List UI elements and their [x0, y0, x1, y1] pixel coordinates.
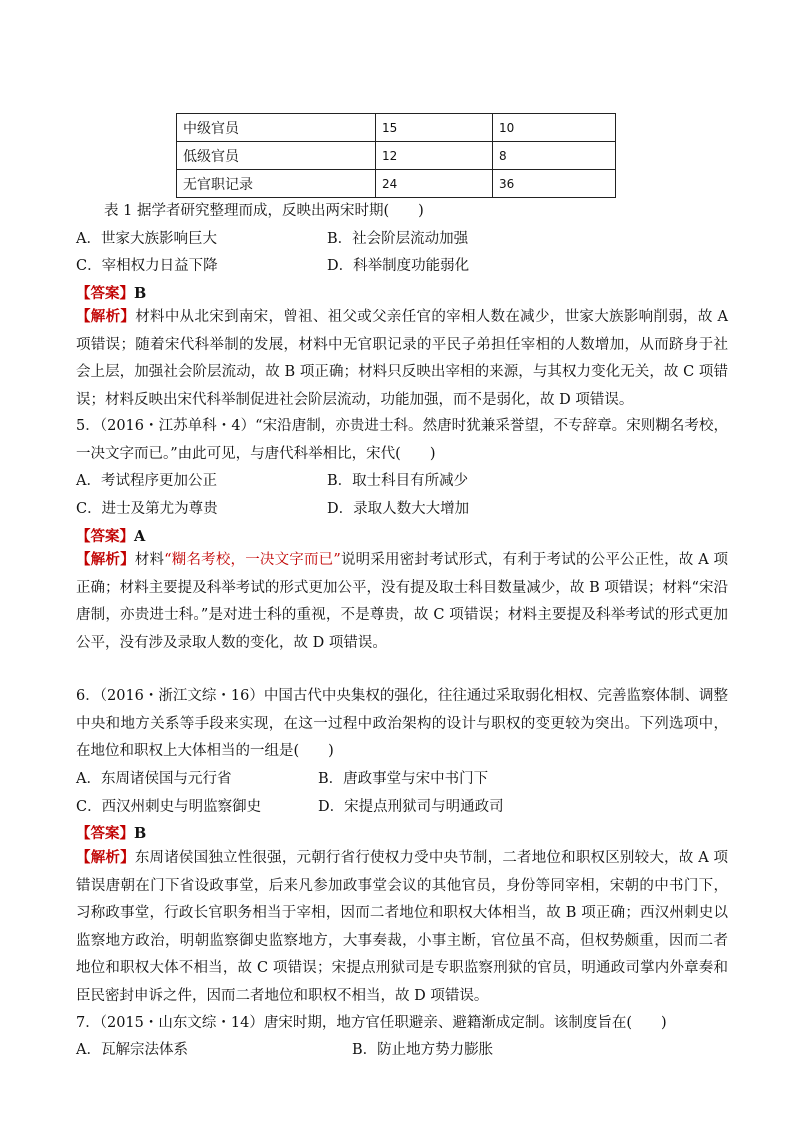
table-row — [177, 170, 616, 198]
answer-label: 【答案】 — [76, 825, 134, 842]
table-cell: 8 — [493, 142, 616, 170]
explanation-prefix: 材料 — [134, 552, 165, 568]
table-cell: 12 — [376, 142, 493, 170]
explanation-quote: “糊名考校，一决文字而已” — [164, 552, 341, 568]
table-cell: 15 — [376, 114, 493, 142]
q6-explanation — [76, 844, 728, 1010]
q4-option-d: D．科举制度功能弱化 — [327, 258, 470, 274]
answer-value: B — [134, 285, 147, 302]
table-cell: 36 — [493, 170, 616, 198]
table-cell: 10 — [493, 114, 616, 142]
q4-option-c: C．宰相权力日益下降 — [76, 258, 218, 274]
q7-option-b: B．防止地方势力膨胀 — [352, 1042, 494, 1058]
explanation-label: 【解析】 — [76, 849, 135, 866]
q5-stem: 5．（2016・江苏单科・4）“宋沿唐制，亦贵进士科。然唐时犹兼采誉望，不专辞章。宋则糊名考校，一决文字而已。”由此可见，与唐代科举相比，宋代( ) — [76, 418, 728, 462]
q6-option-a: A．东周诸侯国与元行省 — [76, 771, 232, 787]
explanation-text: 材料中从北宋到南宋，曾祖、祖父或父亲任官的宰相人数在减少，世家大族影响削弱，故 A 项错误；随着宋代科举制的发展，材料中无官职记录的平民子弟担任宰相的人数增加，从而跻身于社会上层，加强社会阶层流动，故 B 项正确；材料只反映出宰相的来源，与其权力变化无关，故 C 项错误；材料反映出宋代科举制促进社会阶层流动，功能加强，而不是弱化，故 D 项错误。 — [76, 309, 729, 408]
explanation-text: 东周诸侯国独立性很强，元朝行省行使权力受中央节制，二者地位和职权区别较大，故 A 项错误唐朝在门下省设政事堂，后来凡参加政事堂会议的其他官员，身份等同宰相，宋朝的中书门下，习称政事堂，行政长官职务相当于宰相，因而二者地位和职权大体相当，故 B 项正确；西汉州刺史以监察地方政治，明朝监察御史监察地方，大事奏裁，小事主断，官位虽不高，但权势颇重，因而二者地位和职权大体不相当，故 C 项错误；宋提点刑狱司是专职监察刑狱的官员，明通政司掌内外章奏和臣民密封申诉之件，因而二者地位和职权不相当，故 D 项错误。 — [76, 850, 729, 1004]
q6-option-c: C．西汉州刺史与明监察御史 — [76, 799, 262, 815]
q5-option-d: D．录取人数大大增加 — [327, 501, 470, 517]
q4-explanation — [76, 303, 728, 414]
q4-stem: 表 1 据学者研究整理而成，反映出两宋时期( ) — [104, 203, 424, 219]
officials-table — [176, 113, 616, 198]
explanation-label: 【解析】 — [76, 308, 136, 325]
answer-label: 【答案】 — [76, 528, 134, 545]
q6-stem: 6．（2016・浙江文综・16）中国古代中央集权的强化，往往通过采取弱化相权、完善监察体制、调整中央和地方关系等手段来实现，在这一过程中政治架构的设计与职权的变更较为突出。下列选项中，在地位和职权上大体相当的一组是( ) — [76, 688, 728, 759]
answer-value: A — [134, 528, 146, 545]
q6-option-d: D．宋提点刑狱司与明通政司 — [318, 799, 504, 815]
table-cell: 低级官员 — [177, 142, 376, 170]
explanation-text: 说明采用密封考试形式，有利于考试的公平公正性，故 A 项正确；材料主要提及科举考试的形式更加公平，没有提及取士科目数量减少，故 B 项错误；材料“宋沿唐制，亦贵进士科。”是对进士科的重视，不是尊贵，故 C 项错误；材料主要提及科举考试的形式更加公平，没有涉及录取人数的变化，故 D 项错误。 — [76, 552, 729, 651]
q5-answer — [76, 525, 145, 546]
q5-option-a: A．考试程序更加公正 — [76, 473, 217, 489]
table-cell: 无官职记录 — [177, 170, 376, 198]
q4-option-b: B．社会阶层流动加强 — [327, 231, 469, 247]
table-cell: 中级官员 — [177, 114, 376, 142]
q6-option-b: B．唐政事堂与宋中书门下 — [318, 771, 489, 787]
q7-option-a: A．瓦解宗法体系 — [76, 1042, 188, 1058]
q6-answer — [76, 822, 146, 843]
q5-option-c: C．进士及第尤为尊贵 — [76, 501, 218, 517]
q7-stem: 7．（2015・山东文综・14）唐宋时期，地方官任职避亲、避籍渐成定制。该制度旨在( ) — [76, 1015, 667, 1031]
q4-answer — [76, 282, 146, 303]
answer-value: B — [134, 825, 147, 842]
table-cell: 24 — [376, 170, 493, 198]
q5-explanation — [76, 546, 728, 657]
table-row — [177, 142, 616, 170]
q5-option-b: B．取士科目有所减少 — [327, 473, 469, 489]
q4-option-a: A．世家大族影响巨大 — [76, 231, 217, 247]
answer-label: 【答案】 — [76, 285, 134, 302]
explanation-label: 【解析】 — [76, 551, 135, 568]
table-row — [177, 114, 616, 142]
